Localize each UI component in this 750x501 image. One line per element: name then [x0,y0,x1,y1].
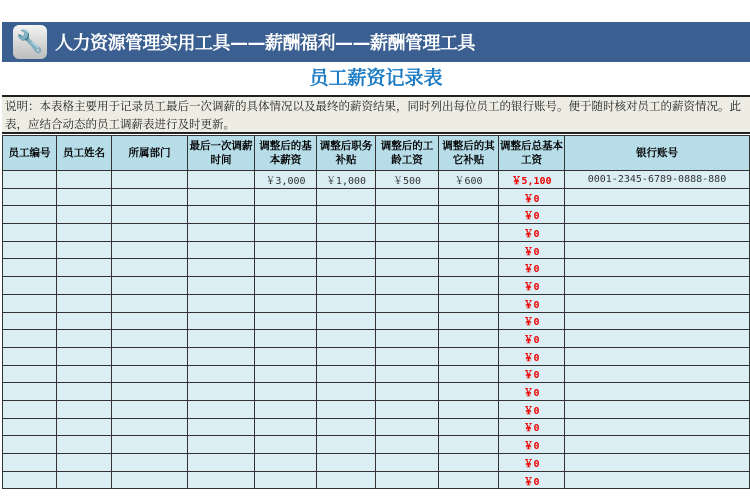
table-cell[interactable] [57,418,112,436]
table-cell[interactable] [57,330,112,348]
table-cell[interactable] [112,471,188,489]
table-cell[interactable] [3,206,57,224]
column-header[interactable]: 员工编号 [3,136,57,171]
table-cell[interactable] [188,383,255,401]
table-cell[interactable] [376,454,439,472]
table-cell[interactable] [57,277,112,295]
column-header[interactable]: 调整后的工龄工资 [376,136,439,171]
total-salary-cell[interactable]: ￥0 [499,330,565,348]
table-cell[interactable] [565,454,750,472]
table-cell[interactable] [112,312,188,330]
total-salary-cell[interactable]: ￥0 [499,224,565,242]
total-salary-cell[interactable]: ￥0 [499,365,565,383]
table-cell[interactable] [317,224,376,242]
table-cell[interactable] [57,365,112,383]
table-cell[interactable] [317,188,376,206]
description: 说明：本表格主要用于记录员工最后一次调薪的具体情况以及最终的薪资结果，同时列出每位员工的银行账号。便于随时核对员工的薪资情况。此表，应结合动态的员工调薪表进行及时更新。 [2,97,750,134]
table-cell[interactable] [317,383,376,401]
table-row [3,383,750,401]
total-salary-cell[interactable]: ￥0 [499,259,565,277]
table-cell[interactable] [3,383,57,401]
table-cell[interactable] [57,383,112,401]
table-cell[interactable] [3,471,57,489]
table-row [3,400,750,418]
table-cell[interactable] [3,188,57,206]
table-row [3,241,750,259]
table-cell[interactable] [188,471,255,489]
table-cell[interactable] [255,259,317,277]
table-row [3,312,750,330]
total-salary-cell[interactable]: ￥0 [499,188,565,206]
total-salary-cell[interactable]: ￥0 [499,206,565,224]
column-header[interactable]: 调整后职务补贴 [317,136,376,171]
table-row [3,224,750,242]
table-cell[interactable] [57,206,112,224]
table-row [3,259,750,277]
table-cell[interactable]: 0001-2345-6789-0888-880 [565,171,750,189]
total-salary-cell[interactable]: ￥0 [499,436,565,454]
table-cell[interactable] [112,206,188,224]
table-cell[interactable] [112,188,188,206]
table-cell[interactable] [439,277,499,295]
total-salary-cell[interactable]: ￥0 [499,277,565,295]
total-salary-cell[interactable]: ￥0 [499,241,565,259]
table-row [3,277,750,295]
table-cell[interactable] [255,418,317,436]
table-cell[interactable] [565,436,750,454]
table-cell[interactable] [57,454,112,472]
table-cell[interactable] [255,294,317,312]
salary-table [2,135,750,489]
table-cell[interactable] [3,259,57,277]
table-cell[interactable] [188,312,255,330]
table-cell[interactable] [376,365,439,383]
table-cell[interactable] [565,330,750,348]
table-cell[interactable] [3,365,57,383]
table-cell[interactable] [565,277,750,295]
table-cell[interactable] [439,418,499,436]
table-cell[interactable] [439,347,499,365]
table-row [3,171,750,189]
table-cell[interactable]: ￥500 [376,171,439,189]
table-cell[interactable] [3,277,57,295]
table-cell[interactable] [565,206,750,224]
table-cell[interactable] [565,365,750,383]
table-cell[interactable] [439,436,499,454]
table-cell[interactable] [255,241,317,259]
table-cell[interactable] [188,454,255,472]
header-row [3,136,750,171]
table-cell[interactable] [3,454,57,472]
table-cell[interactable] [376,383,439,401]
table-cell[interactable] [188,347,255,365]
sheet-title: 员工薪资记录表 [2,62,750,97]
table-cell[interactable] [188,330,255,348]
table-cell[interactable] [317,277,376,295]
total-salary-cell[interactable]: ￥0 [499,347,565,365]
total-salary-cell[interactable]: ￥0 [499,312,565,330]
table-cell[interactable] [317,259,376,277]
table-cell[interactable] [255,400,317,418]
table-cell[interactable] [188,400,255,418]
table-cell[interactable] [255,436,317,454]
table-cell[interactable] [255,188,317,206]
column-header[interactable]: 调整后总基本工资 [499,136,565,171]
table-cell[interactable] [188,241,255,259]
table-cell[interactable] [112,224,188,242]
table-cell[interactable]: ￥3,000 [255,171,317,189]
table-cell[interactable] [57,294,112,312]
total-salary-cell[interactable]: ￥0 [499,454,565,472]
table-cell[interactable] [565,188,750,206]
table-row [3,418,750,436]
table-cell[interactable] [376,206,439,224]
table-cell[interactable] [57,471,112,489]
table-cell[interactable] [376,400,439,418]
table-cell[interactable] [439,383,499,401]
table-cell[interactable] [57,188,112,206]
table-cell[interactable] [112,171,188,189]
table-row [3,188,750,206]
total-salary-cell[interactable]: ￥5,100 [499,171,565,189]
table-cell[interactable] [3,312,57,330]
table-cell[interactable] [376,347,439,365]
table-row [3,436,750,454]
table-cell[interactable] [255,224,317,242]
total-salary-cell[interactable]: ￥0 [499,294,565,312]
table-cell[interactable] [317,471,376,489]
table-cell[interactable] [439,312,499,330]
total-salary-cell[interactable]: ￥0 [499,471,565,489]
table-cell[interactable] [112,400,188,418]
table-cell[interactable] [565,383,750,401]
table-cell[interactable] [112,365,188,383]
table-cell[interactable]: ￥1,000 [317,171,376,189]
table-cell[interactable] [317,206,376,224]
table-cell[interactable] [57,241,112,259]
table-cell[interactable] [255,365,317,383]
table-cell[interactable] [255,206,317,224]
table-cell[interactable] [317,330,376,348]
table-cell[interactable] [188,277,255,295]
table-cell[interactable] [112,454,188,472]
table-cell[interactable] [112,436,188,454]
column-header[interactable]: 员工姓名 [57,136,112,171]
table-row [3,365,750,383]
table-cell[interactable] [376,312,439,330]
table-cell[interactable] [376,330,439,348]
table-cell[interactable] [317,294,376,312]
table-cell[interactable] [3,241,57,259]
table-cell[interactable] [565,347,750,365]
table-cell[interactable] [255,454,317,472]
table-cell[interactable] [112,383,188,401]
table-cell[interactable] [565,418,750,436]
app-banner [2,22,750,62]
table-cell[interactable] [376,471,439,489]
table-cell[interactable] [112,330,188,348]
table-cell[interactable] [188,206,255,224]
table-cell[interactable] [565,241,750,259]
table-cell[interactable] [317,365,376,383]
table-cell[interactable] [255,312,317,330]
table-cell[interactable] [57,347,112,365]
table-cell[interactable] [439,400,499,418]
table-row [3,454,750,472]
table-cell[interactable] [57,400,112,418]
table-cell[interactable] [565,294,750,312]
table-cell[interactable] [317,347,376,365]
table-cell[interactable] [57,171,112,189]
table-cell[interactable] [255,383,317,401]
table-cell[interactable] [188,365,255,383]
table-cell[interactable] [188,224,255,242]
table-cell[interactable] [188,188,255,206]
table-cell[interactable] [112,347,188,365]
table-cell[interactable] [376,294,439,312]
table-cell[interactable] [255,471,317,489]
table-cell[interactable] [3,400,57,418]
total-salary-cell[interactable]: ￥0 [499,383,565,401]
table-cell[interactable] [565,224,750,242]
table-cell[interactable] [188,259,255,277]
table-cell[interactable] [439,259,499,277]
banner-title: 人力资源管理实用工具——薪酬福利——薪酬管理工具 [55,33,475,54]
table-cell[interactable] [57,312,112,330]
table-cell[interactable] [3,347,57,365]
table-cell[interactable] [376,224,439,242]
table-cell[interactable] [376,259,439,277]
table-row [3,294,750,312]
column-header[interactable]: 调整后的其它补贴 [439,136,499,171]
table-cell[interactable] [3,436,57,454]
column-header[interactable]: 调整后的基本薪资 [255,136,317,171]
table-cell[interactable] [439,471,499,489]
table-cell[interactable] [112,241,188,259]
table-cell[interactable] [188,171,255,189]
table-cell[interactable] [3,294,57,312]
table-cell[interactable] [565,471,750,489]
table-cell[interactable] [112,418,188,436]
table-cell[interactable] [112,277,188,295]
table-cell[interactable] [439,330,499,348]
table-row [3,206,750,224]
table-cell[interactable] [112,294,188,312]
table-cell[interactable] [317,454,376,472]
table-cell[interactable] [565,312,750,330]
table-cell[interactable] [439,294,499,312]
table-cell[interactable] [3,171,57,189]
column-header[interactable]: 最后一次调薪时间 [188,136,255,171]
table-row [3,347,750,365]
table-cell[interactable] [376,277,439,295]
total-salary-cell[interactable]: ￥0 [499,400,565,418]
table-cell[interactable] [255,277,317,295]
table-cell[interactable] [112,259,188,277]
table-cell[interactable] [439,188,499,206]
column-header[interactable]: 银行账号 [565,136,750,171]
table-cell[interactable] [439,241,499,259]
table-cell[interactable]: ￥600 [439,171,499,189]
total-salary-cell[interactable]: ￥0 [499,418,565,436]
table-cell[interactable] [188,418,255,436]
table-row [3,471,750,489]
table-cell[interactable] [439,365,499,383]
table-cell[interactable] [376,418,439,436]
table-cell[interactable] [255,347,317,365]
table-cell[interactable] [3,224,57,242]
table-cell[interactable] [57,224,112,242]
table-cell[interactable] [439,224,499,242]
table-cell[interactable] [3,418,57,436]
table-cell[interactable] [188,294,255,312]
table-cell[interactable] [188,436,255,454]
column-header[interactable]: 所属部门 [112,136,188,171]
table-cell[interactable] [3,330,57,348]
table-cell[interactable] [565,400,750,418]
wrench-icon: 🔧 [13,25,47,59]
table-cell[interactable] [439,454,499,472]
table-cell[interactable] [565,259,750,277]
table-cell[interactable] [317,312,376,330]
table-cell[interactable] [57,259,112,277]
table-cell[interactable] [376,436,439,454]
table-cell[interactable] [57,436,112,454]
table-cell[interactable] [317,400,376,418]
table-cell[interactable] [376,188,439,206]
table-cell[interactable] [376,241,439,259]
table-cell[interactable] [317,418,376,436]
table-cell[interactable] [255,330,317,348]
table-cell[interactable] [439,206,499,224]
table-cell[interactable] [317,241,376,259]
table-cell[interactable] [317,436,376,454]
table-row [3,330,750,348]
